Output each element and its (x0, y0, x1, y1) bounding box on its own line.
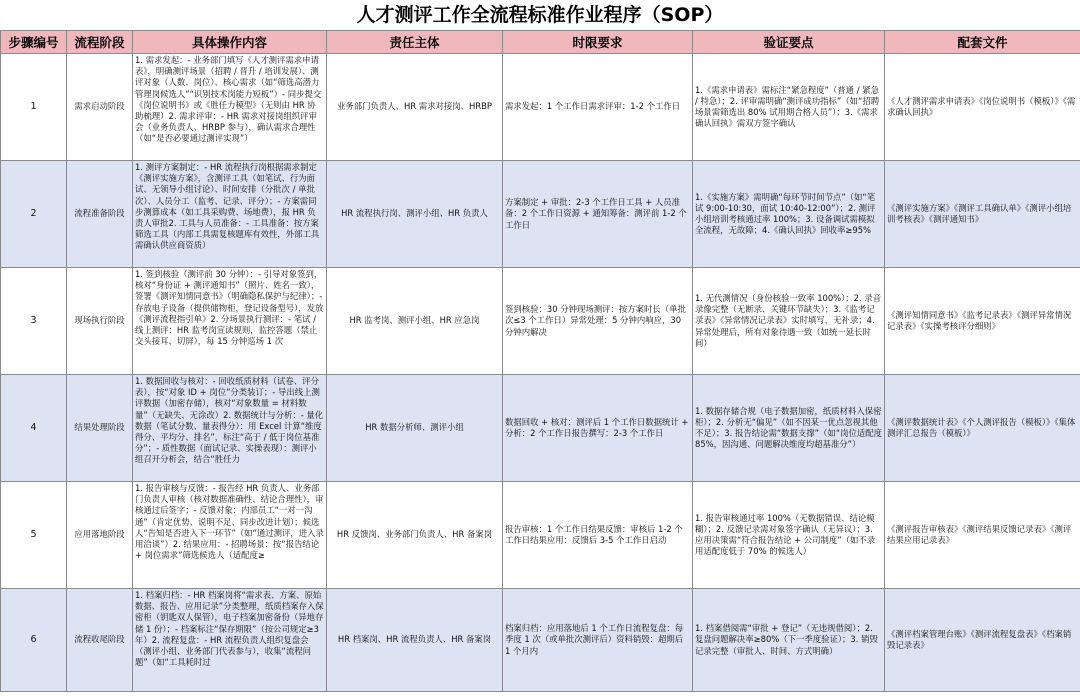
header-timeline: 时限要求 (503, 31, 693, 54)
stage-cell: 流程准备阶段 (67, 161, 133, 268)
header-operation: 具体操作内容 (133, 31, 327, 54)
operation-cell: 1. 需求发起：- 业务部门填写《人才测评需求申请表》，明确测评场景（招聘 / 晋升 / 培训发展）、测评对象（人数、岗位）、核心需求（如“筛选高潜力管理岗候选人”“识别技术岗能力短板”）- 同步提交《岗位说明书》或《胜任力模型》（无则由 HR 协助梳理）2. 需求评审：- HR 需求对接岗组织评审会（业务负责人、HRBP 参与），确认需求合理性（如“是否必要通过测评实现”） (133, 54, 327, 161)
table-row (1, 161, 1080, 268)
owner-cell: HR 流程执行岗、测评小组、HR 负责人 (327, 161, 503, 268)
verification-cell: 1. 报告审核通过率 100%（无数据错误、结论模糊）；2. 反馈记录需对象签字确认（无异议）；3. 应用决策需“符合报告结论 + 公司制度”（如不录用适配度低于 70% 的候选人） (693, 482, 885, 589)
table-row (1, 54, 1080, 161)
owner-cell: HR 数据分析师、测评小组 (327, 375, 503, 482)
documents-cell: 《人才测评需求申请表》《岗位说明书（模板）》《需求确认回执》 (885, 54, 1080, 161)
step-number: 3 (1, 268, 67, 375)
step-number: 2 (1, 161, 67, 268)
documents-cell: 《测评实施方案》《测评工具确认单》《测评小组培训考核表》《测评通知书》 (885, 161, 1080, 268)
timeline-cell: 需求发起：1 个工作日需求评审：1-2 个工作日 (503, 54, 693, 161)
documents-cell: 《测评档案管理台账》《测评流程复盘表》《档案销毁记录表》 (885, 589, 1080, 692)
operation-cell: 1. 报告审核与反馈：- 报告经 HR 负责人、业务部门负责人审核（核对数据准确性、结论合理性），审核通过后签字；- 反馈对象：内部员工“一对一沟通”（肯定优势、说明不足、同步改进计划）；候选人“告知是否进入下一环节”（如“通过测评，进入录用洽谈”）2. 结果应用：- 招聘场景：按“报告结论 + 岗位需求”筛选候选人（适配度≥ (133, 482, 327, 589)
verification-cell: 1. 数据存储合规（电子数据加密，纸质材料入保密柜）；2. 分析无“偏见”（如不因某一优点忽视其他不足）；3. 报告结论需“数据支撑”（如“岗位适配度 85%，因沟通、问题解决维度均超基准分”） (693, 375, 885, 482)
verification-cell: 1. 档案借阅需“审批 + 登记”（无违规借阅）；2. 复盘问题解决率≥80%（下一季度验证）；3. 销毁记录完整（审批人、时间、方式明确） (693, 589, 885, 692)
owner-cell: HR 反馈岗、业务部门负责人、HR 备案岗 (327, 482, 503, 589)
table-row (1, 268, 1080, 375)
page-title: 人才测评工作全流程标准作业程序（SOP） (356, 4, 724, 26)
header-documents: 配套文件 (885, 31, 1080, 54)
step-number: 1 (1, 54, 67, 161)
stage-cell: 应用落地阶段 (67, 482, 133, 589)
operation-cell: 1. 档案归档：- HR 档案岗将“需求表、方案、原始数据、报告、应用记录”分类整理，纸质档案存入保密柜（钥匙双人保管），电子档案加密备份（异地存储 1 份）；- 档案标注“保存期限”（按公司规定≥3 年）2. 流程复盘：- HR 流程负责人组织复盘会（测评小组、业务部门代表参与），收集“流程问题”（如“工具耗时过 (133, 589, 327, 692)
documents-cell: 《测评知情同意书》《监考记录表》《测评异常情况记录表》《实操考核评分细则》 (885, 268, 1080, 375)
timeline-cell: 方案制定 + 审批：2-3 个工作日工具 + 人员准备：2 个工作日资源 + 通知筹备：测评前 1-2 个工作日 (503, 161, 693, 268)
step-number: 5 (1, 482, 67, 589)
verification-cell: 1. 无代测情况（身份核验一致率 100%）；2. 录音录像完整（无断录、关键环节缺失）；3.《监考记录表》《异常情况记录表》实时填写，无补录；4. 异常处理后，所有对象待遇一致（如统一延长时间） (693, 268, 885, 375)
step-number: 6 (1, 589, 67, 692)
owner-cell: 业务部门负责人、HR 需求对接岗、HRBP (327, 54, 503, 161)
stage-cell: 现场执行阶段 (67, 268, 133, 375)
timeline-cell: 档案归档：应用落地后 1 个工作日流程复盘：每季度 1 次（或单批次测评后）资料销毁：超期后 1 个月内 (503, 589, 693, 692)
header-stage: 流程阶段 (67, 31, 133, 54)
stage-cell: 流程收尾阶段 (67, 589, 133, 692)
sop-table (0, 30, 1080, 692)
operation-cell: 1. 签到核验（测评前 30 分钟）：- 引导对象签到，核对“身份证 + 测评通知书”（照片、姓名一致），签署《测评知情同意书》（明确隐私保护与纪律）；- 存放电子设备（提供储物柜，登记设备型号），发放《测评流程指引单》2. 分场景执行测评：- 笔试 / 线上测评：HR 监考岗宣读规则，监控答题（禁止交头接耳、切屏），每 15 分钟巡场 1 次 (133, 268, 327, 375)
timeline-cell: 报告审核：1 个工作日结果反馈：审核后 1-2 个工作日结果应用：反馈后 3-5 个工作日启动 (503, 482, 693, 589)
stage-cell: 需求启动阶段 (67, 54, 133, 161)
table-row (1, 482, 1080, 589)
timeline-cell: 数据回收 + 核对：测评后 1 个工作日数据统计 + 分析：2 个工作日报告撰写：2-3 个工作日 (503, 375, 693, 482)
operation-cell: 1. 数据回收与核对：- 回收纸质材料（试卷、评分表），按“对象 ID + 岗位”分类装订；- 导出线上测评数据（加密存储），核对“对象数量 = 材料数量”（无缺失、无涂改）2. 数据统计与分析：- 量化数据（笔试分数、量表得分）：用 Excel 计算“维度得分、平均分、排名”，标注“高于 / 低于岗位基准分”；- 质性数据（面试记录、实操表现）：测评小组召开分析会，结合“胜任力 (133, 375, 327, 482)
owner-cell: HR 监考岗、测评小组、HR 应急岗 (327, 268, 503, 375)
documents-cell: 《测评报告审核表》《测评结果反馈记录表》《测评结果应用记录表》 (885, 482, 1080, 589)
documents-cell: 《测评数据统计表》《个人测评报告（模板）》《集体测评汇总报告（模板）》 (885, 375, 1080, 482)
table-row (1, 589, 1080, 692)
header-owner: 责任主体 (327, 31, 503, 54)
table-row (1, 375, 1080, 482)
operation-cell: 1. 测评方案制定：- HR 流程执行岗根据需求制定《测评实施方案》，含测评工具（如笔试、行为面试、无领导小组讨论）、时间安排（分批次 / 单批次）、人员分工（监考、记录、评分）；- 方案需同步测算成本（如工具采购费、场地费），报 HR 负责人审批2. 工具与人员准备：- 工具准备：按方案筛选工具（内部工具需复核题库有效性，外部工具需确认供应商资质） (133, 161, 327, 268)
header-step: 步骤编号 (1, 31, 67, 54)
verification-cell: 1.《实施方案》需明确“每环节时间节点”（如“笔试 9:00-10:30，面试 10:40-12:00”）；2. 测评小组培训考核通过率 100%；3. 设备调试需模拟全流程，无故障；4.《确认回执》回收率≥95% (693, 161, 885, 268)
header-row (1, 31, 1080, 54)
timeline-cell: 签到核验：30 分钟现场测评：按方案时长（单批次≤3 个工作日）异常处理：5 分钟内响应，30 分钟内解决 (503, 268, 693, 375)
step-number: 4 (1, 375, 67, 482)
verification-cell: 1.《需求申请表》需标注“紧急程度”（普通 / 紧急 / 特急）；2. 评审需明确“测评成功指标”（如“招聘场景需筛选出 80% 试用期合格人员”）；3.《需求确认回执》需双方签字确认 (693, 54, 885, 161)
stage-cell: 结果处理阶段 (67, 375, 133, 482)
header-verification: 验证要点 (693, 31, 885, 54)
owner-cell: HR 档案岗、HR 流程负责人、HR 备案岗 (327, 589, 503, 692)
